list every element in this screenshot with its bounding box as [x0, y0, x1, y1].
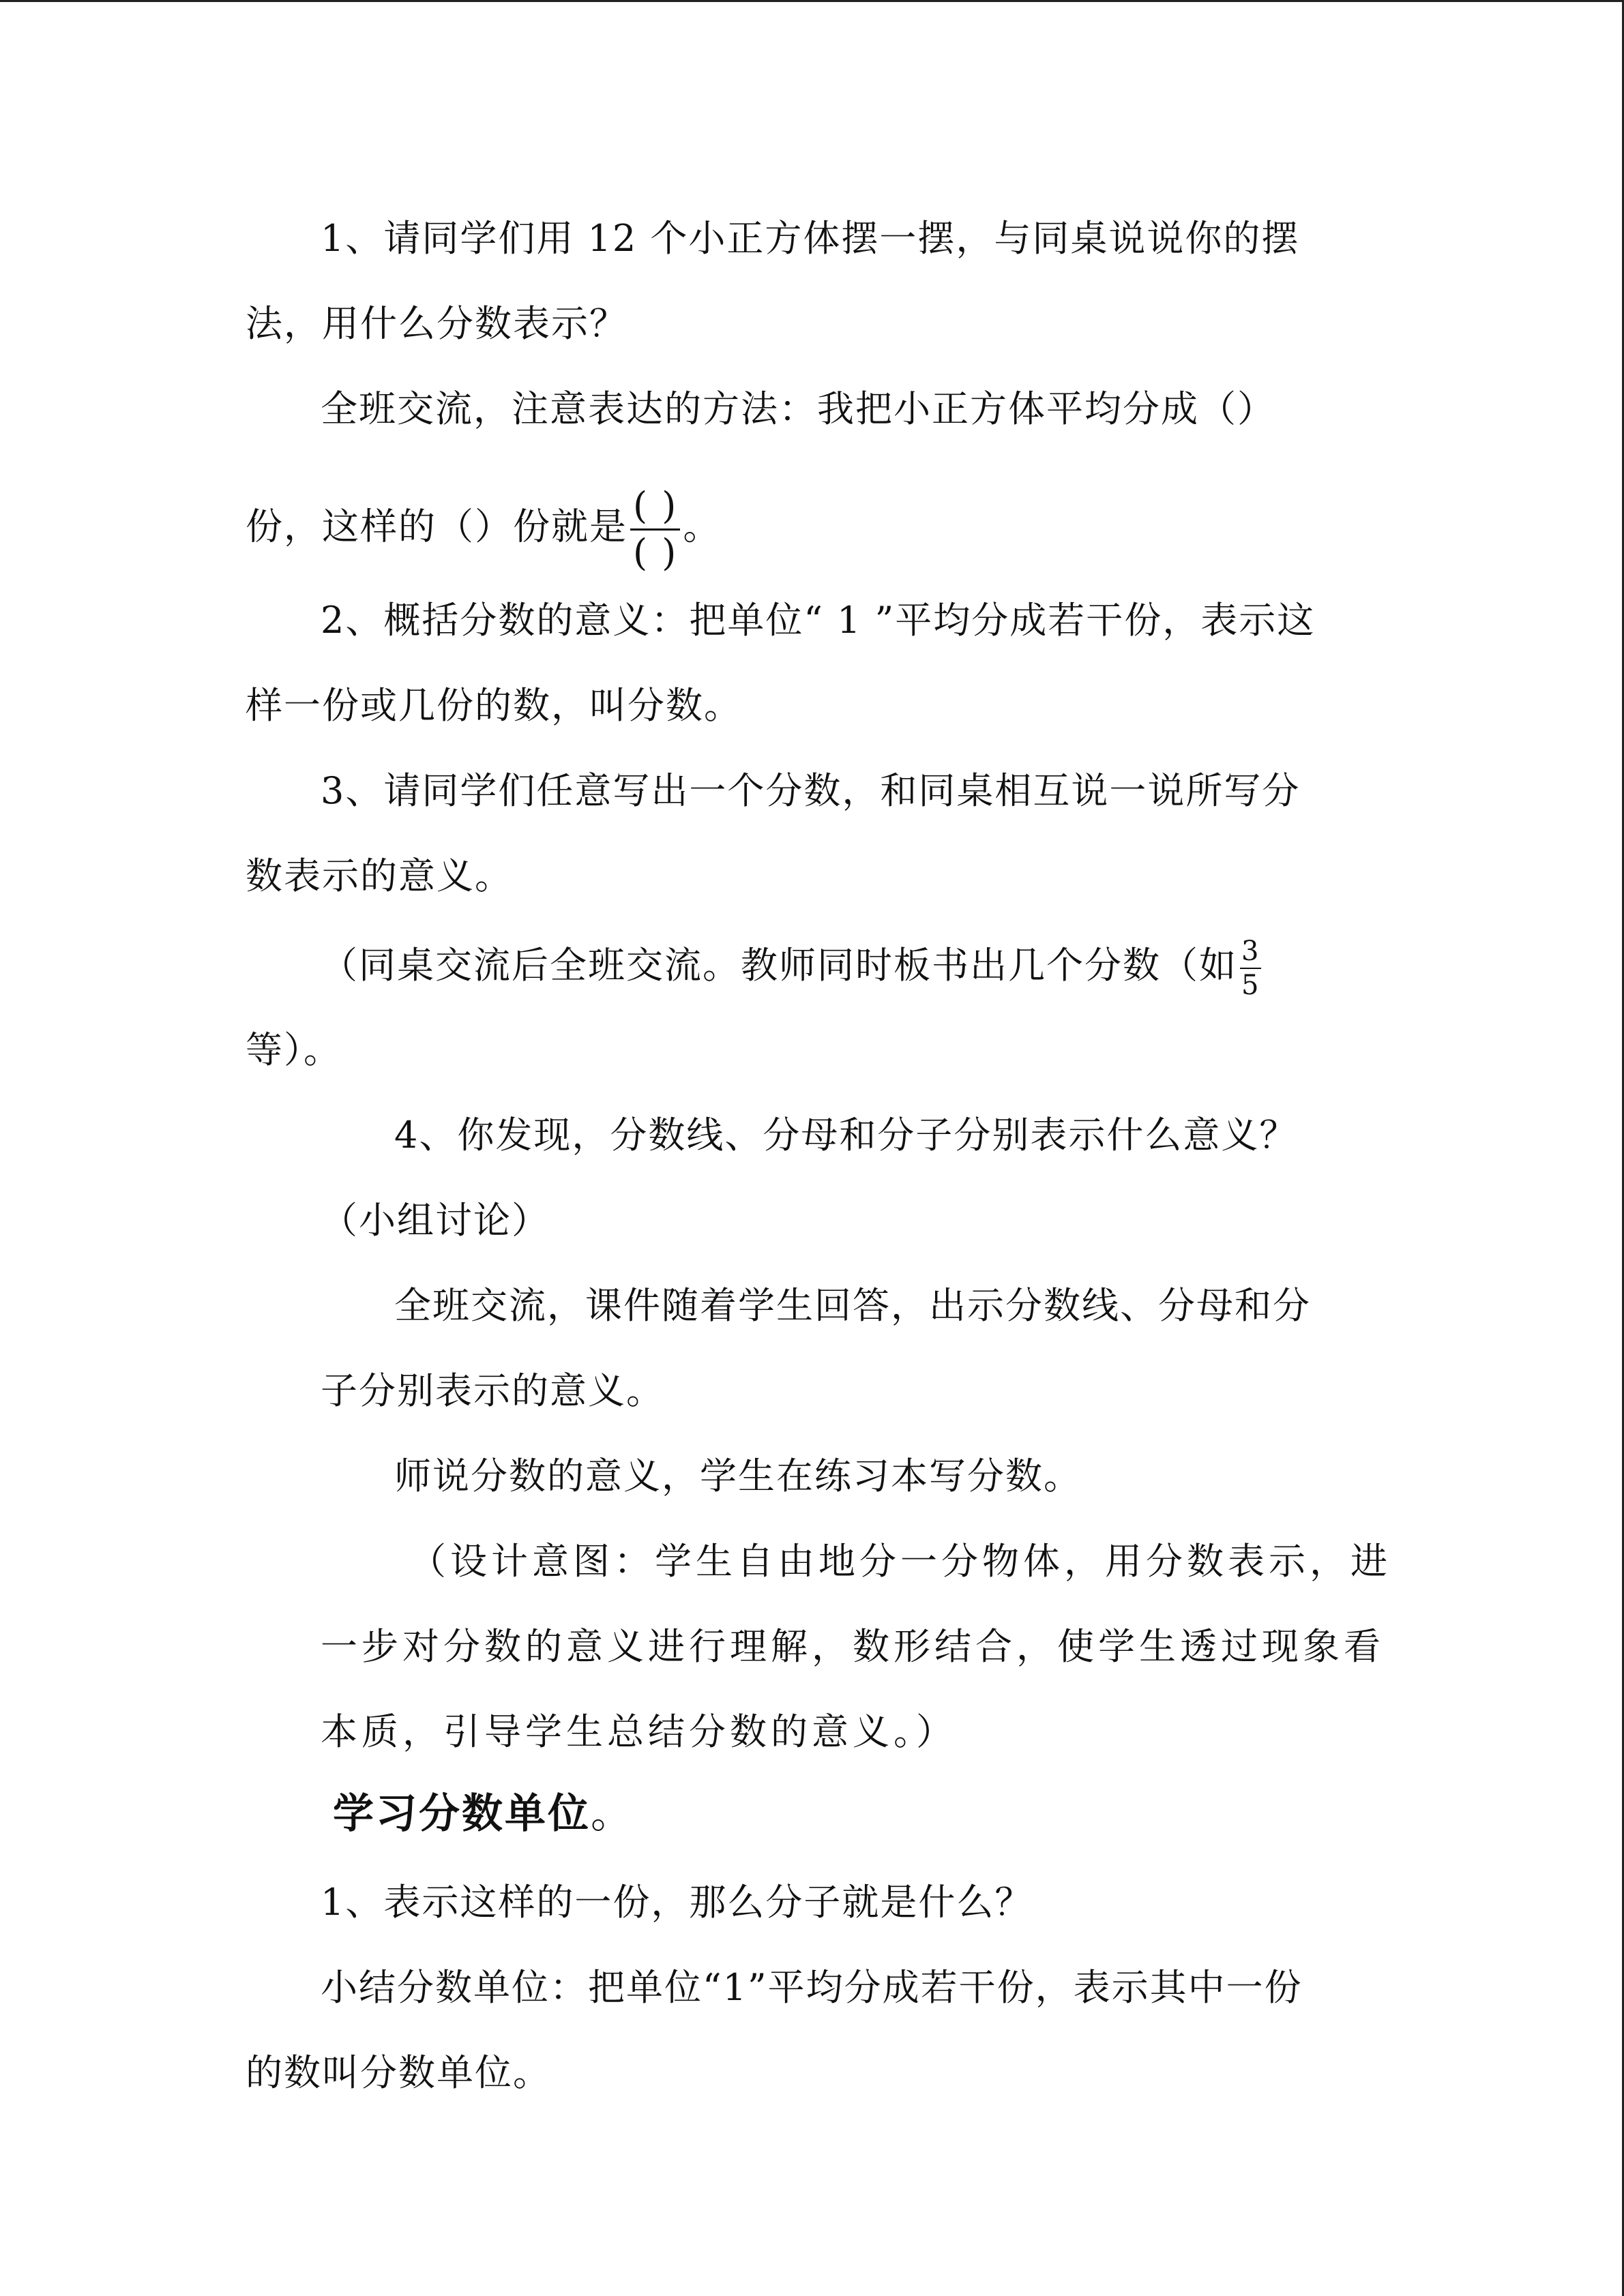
section-heading-period: 。	[591, 1790, 634, 1838]
paragraph-4-line-2: 数表示的意义。	[246, 854, 513, 897]
paragraph-7-line-2: 子分别表示的意义。	[321, 1369, 664, 1412]
paragraph-1-line-1: 1、请同学们用 12 个小正方体摆一摆，与同桌说说你的摆	[321, 217, 1300, 260]
paragraph-5-line-1	[321, 938, 1264, 999]
example-fraction	[1240, 938, 1261, 999]
paragraph-3-line-1: 2、概括分数的意义：把单位“ 1 ”平均分成若干份，表示这	[321, 599, 1316, 642]
paragraph-8: 师说分数的意义，学生在练习本写分数。	[394, 1455, 1082, 1497]
paragraph-2-line-1: 全班交流，注意表达的方法：我把小正方体平均分成（）	[321, 387, 1275, 430]
period: 。	[683, 505, 722, 548]
paragraph-6-line-2: （小组讨论）	[321, 1199, 550, 1242]
paragraph-3-line-2: 样一份或几份的数，叫分数。	[246, 684, 742, 727]
section-heading	[333, 1790, 634, 1838]
paragraph-1-line-2: 法，用什么分数表示？	[246, 302, 628, 345]
fraction-denominator: ( )	[633, 531, 678, 574]
paragraph-10-line-2: 的数叫分数单位。	[246, 2051, 551, 2094]
fraction-numerator: 3	[1240, 938, 1261, 969]
design-note-line-2: 一步对分数的意义进行理解，数形结合，使学生透过现象看	[321, 1625, 1385, 1668]
paragraph-2-line-2-text: 份，这样的（）份就是	[246, 505, 628, 548]
paragraph-9: 1、表示这样的一份，那么分子就是什么？	[321, 1881, 1033, 1924]
section-heading-text: 学习分数单位	[333, 1790, 591, 1838]
paragraph-5-line-1-text: （同桌交流后全班交流。教师同时板书出几个分数（如	[321, 944, 1237, 987]
blank-fraction	[630, 484, 680, 574]
design-note-line-3: 本质，引导学生总结分数的意义。）	[321, 1710, 957, 1753]
paragraph-10-line-1: 小结分数单位：把单位“1”平均分成若干份，表示其中一份	[321, 1966, 1303, 2009]
paragraph-6-line-1: 4、你发现，分数线、分母和分子分别表示什么意义？	[394, 1114, 1298, 1157]
design-note-line-1: （设计意图：学生自由地分一分物体，用分数表示，进	[409, 1540, 1391, 1583]
fraction-denominator: 5	[1241, 970, 1260, 1001]
paragraph-4-line-1: 3、请同学们任意写出一个分数，和同桌相互说一说所写分	[321, 769, 1301, 812]
paragraph-5-line-2: 等）。	[246, 1028, 342, 1071]
paragraph-7-line-1: 全班交流，课件随着学生回答，出示分数线、分母和分	[394, 1284, 1311, 1327]
paragraph-2-line-2	[246, 484, 722, 574]
fraction-numerator: ( )	[630, 488, 680, 531]
page-top-border	[0, 0, 1624, 2]
